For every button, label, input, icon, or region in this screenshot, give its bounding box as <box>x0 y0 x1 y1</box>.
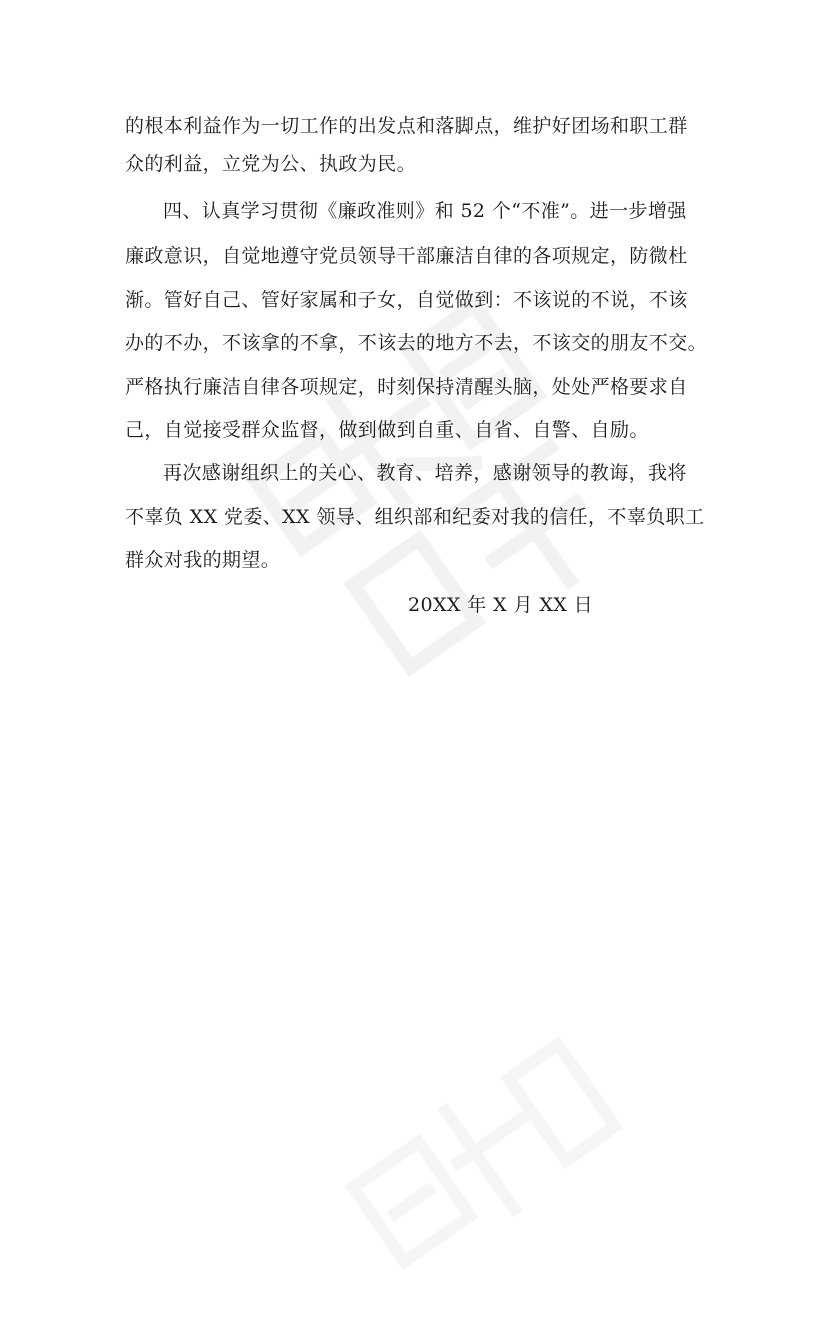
paragraph-3-line-2: 不辜负 XX 党委、XX 领导、组织部和纪委对我的信任，不辜负职工 <box>125 506 705 528</box>
paragraph-1-line-1: 的根本利益作为一切工作的出发点和落脚点，维护好团场和职工群 <box>125 115 688 137</box>
watermark-graphic <box>189 249 690 750</box>
paragraph-3-line-3: 群众对我的期望。 <box>125 549 281 571</box>
document-date: 20XX 年 X 月 XX 日 <box>408 594 594 616</box>
paragraph-2-line-3: 渐。管好自己、管好家属和子女，自觉做到：不该说的不说，不该 <box>125 289 688 311</box>
paragraph-2-line-5: 严格执行廉洁自律各项规定，时刻保持清醒头脑，处处严格要求自 <box>125 376 688 398</box>
paragraph-2-line-2: 廉政意识，自觉地遵守党员领导干部廉洁自律的各项规定，防微杜 <box>125 245 688 267</box>
paragraph-1-line-2: 众的利益，立党为公、执政为民。 <box>125 153 417 175</box>
paragraph-3-line-1: 再次感谢组织上的关心、教育、培养，感谢领导的教诲，我将 <box>163 462 687 484</box>
paragraph-2-line-1: 四、认真学习贯彻《廉政准则》和 52 个“不准”。进一步增强 <box>163 200 687 222</box>
paragraph-2-line-4: 办的不办，不该拿的不拿，不该去的地方不去，不该交的朋友不交。 <box>125 332 708 354</box>
paragraph-2-line-6: 己，自觉接受群众监督，做到做到自重、自省、自警、自励。 <box>125 419 649 441</box>
watermark-graphic-bottom <box>306 1000 655 1320</box>
